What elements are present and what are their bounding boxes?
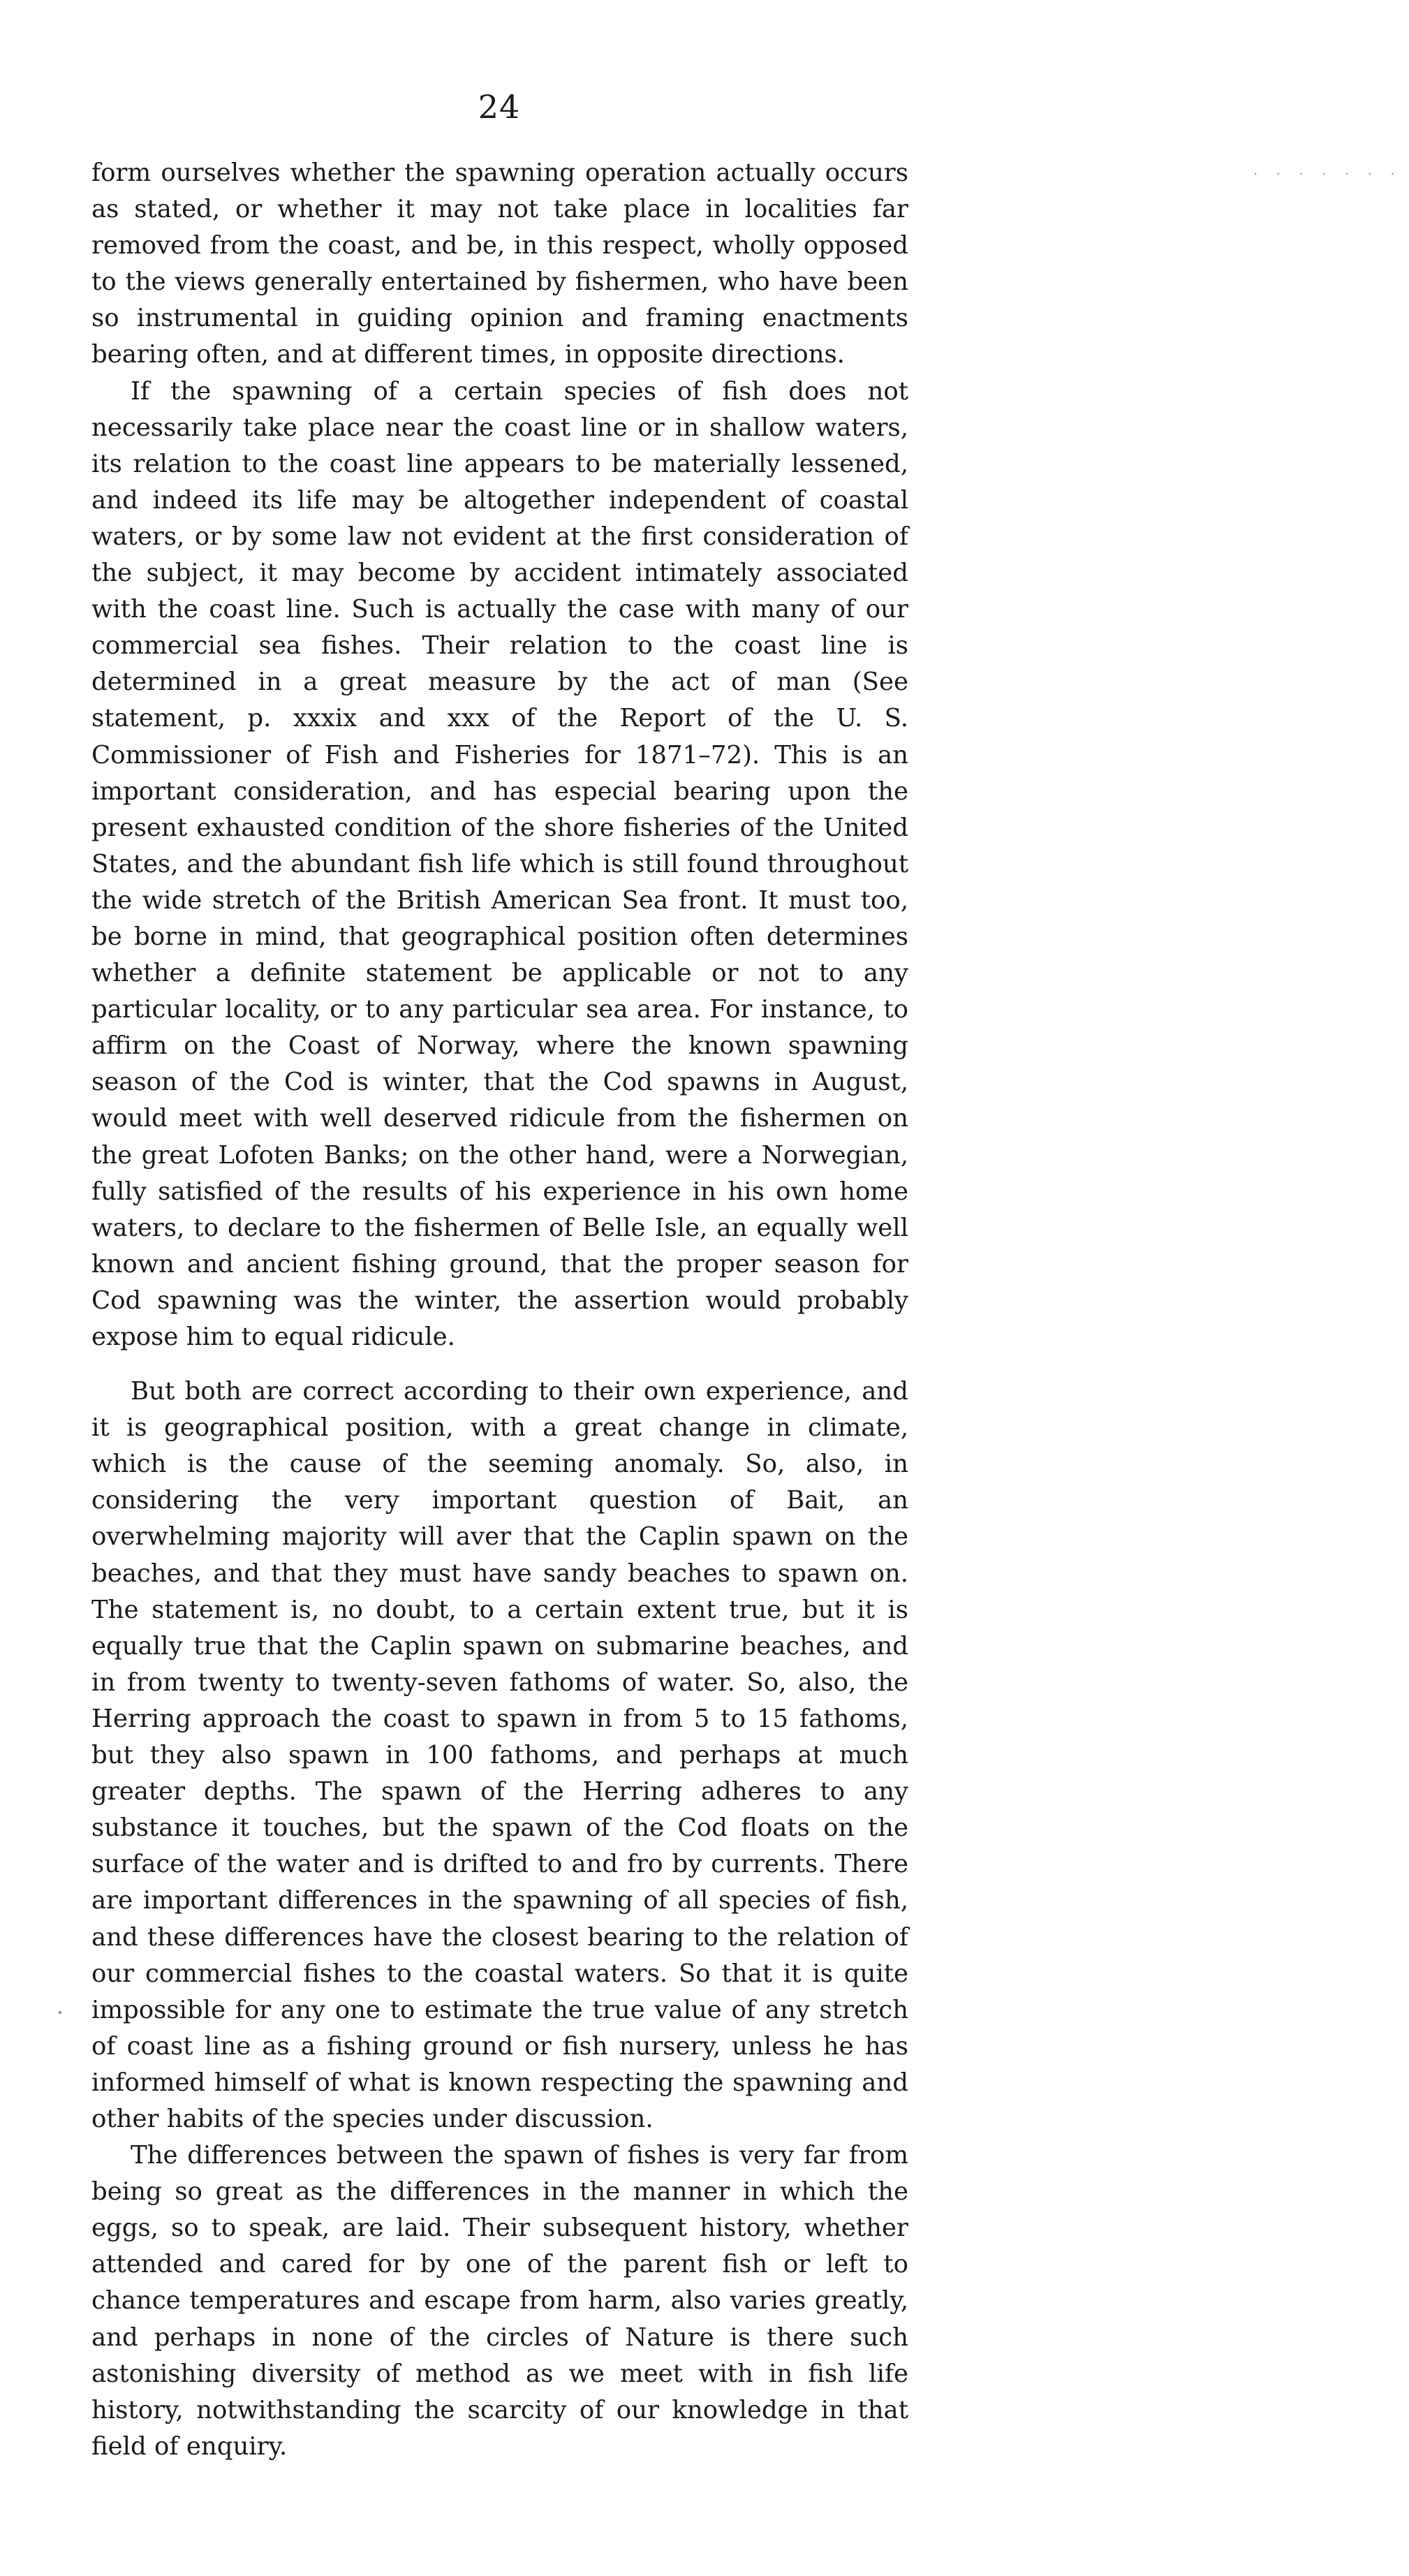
paragraph-continuation: form ourselves whether the spawning operation actually occurs as stated, or whether it may not take place in localities far removed from the coast, and be, in this respect, wholly opposed to the views generally entertained by fishermen, who have been so instrumental in guiding opinion and framing enactments bearing often, and at different times, in opposite directions. [91,159,908,369]
text-body [91,155,908,2465]
page-number: 24 [478,88,521,126]
margin-marks: . . . . . . . [1253,161,1402,178]
paragraph-spawning-relation: If the spawning of a certain species of fish does not necessarily take place near the coast line or in shallow waters, its relation to the coast line appears to be materially lessened, and indeed its life may be altogether independent of coastal waters, or by some law not evident at the first consideration of the subject, it may become by accident intimately associated with the coast line. Such is actually the case with many of our commercial sea fishes. Their relation to the coast line is determined in a great measure by the act of man (See statement, p. xxxix and xxx of the Report of the U. S. Commissioner of Fish and Fisheries for 1871–72). This is an important consideration, and has especial bearing upon the present exhausted condition of the shore fisheries of the United States, and the abundant fish life which is still found throughout the wide stretch of the British American Sea front. It must too, be borne in mind, that geographical position often determines whether a definite statement be applicable or not to any particular locality, or to any particular sea area. For instance, to affirm on the Coast of Norway, where the known spawning season of the Cod is winter, that the Cod spawns in August, would meet with well deserved ridicule from the fishermen on the great Lofoten Banks; on the other hand, were a Norwegian, fully satisfied of the results of his experience in his own home waters, to declare to the fishermen of Belle Isle, an equally well known and ancient fishing ground, that the proper season for Cod spawning was the winter, the assertion would probably expose him to equal ridicule. [91,376,908,1351]
scan-mark [59,2011,61,2014]
paragraph-geographical-position: But both are correct according to their own experience, and it is geographical position, with a great change in climate, which is the cause of the seeming anomaly. So, also, in considering the very important question of Bait, an overwhelming majority will aver that the Caplin spawn on the beaches, and that they must have sandy beaches to spawn on. The statement is, no doubt, to a certain extent true, but it is equally true that the Caplin spawn on submarine beaches, and in from twenty to twenty-seven fathoms of water. So, also, the Herring approach the coast to spawn in from 5 to 15 fathoms, but they also spawn in 100 fathoms, and perhaps at much greater depths. The spawn of the Herring adheres to any substance it touches, but the spawn of the Cod floats on the surface of the water and is drifted to and fro by currents. There are important differences in the spawning of all species of fish, and these differences have the closest bearing to the relation of our commercial fishes to the coastal waters. So that it is quite impossible for any one to estimate the true value of any stretch of coast line as a fishing ground or fish nursery, unless he has informed himself of what is known respecting the spawning and other habits of the species under discussion. [91,1377,908,2133]
paragraph-spawn-differences: The differences between the spawn of fishes is very far from being so great as the differences in the manner in which the eggs, so to speak, are laid. Their subsequent history, whether attended and cared for by one of the parent fish or left to chance temperatures and escape from harm, also varies greatly, and perhaps in none of the circles of Nature is there such astonishing diversity of method as we meet with in fish life history, notwithstanding the scarcity of our knowledge in that field of enquiry. [91,2141,908,2461]
